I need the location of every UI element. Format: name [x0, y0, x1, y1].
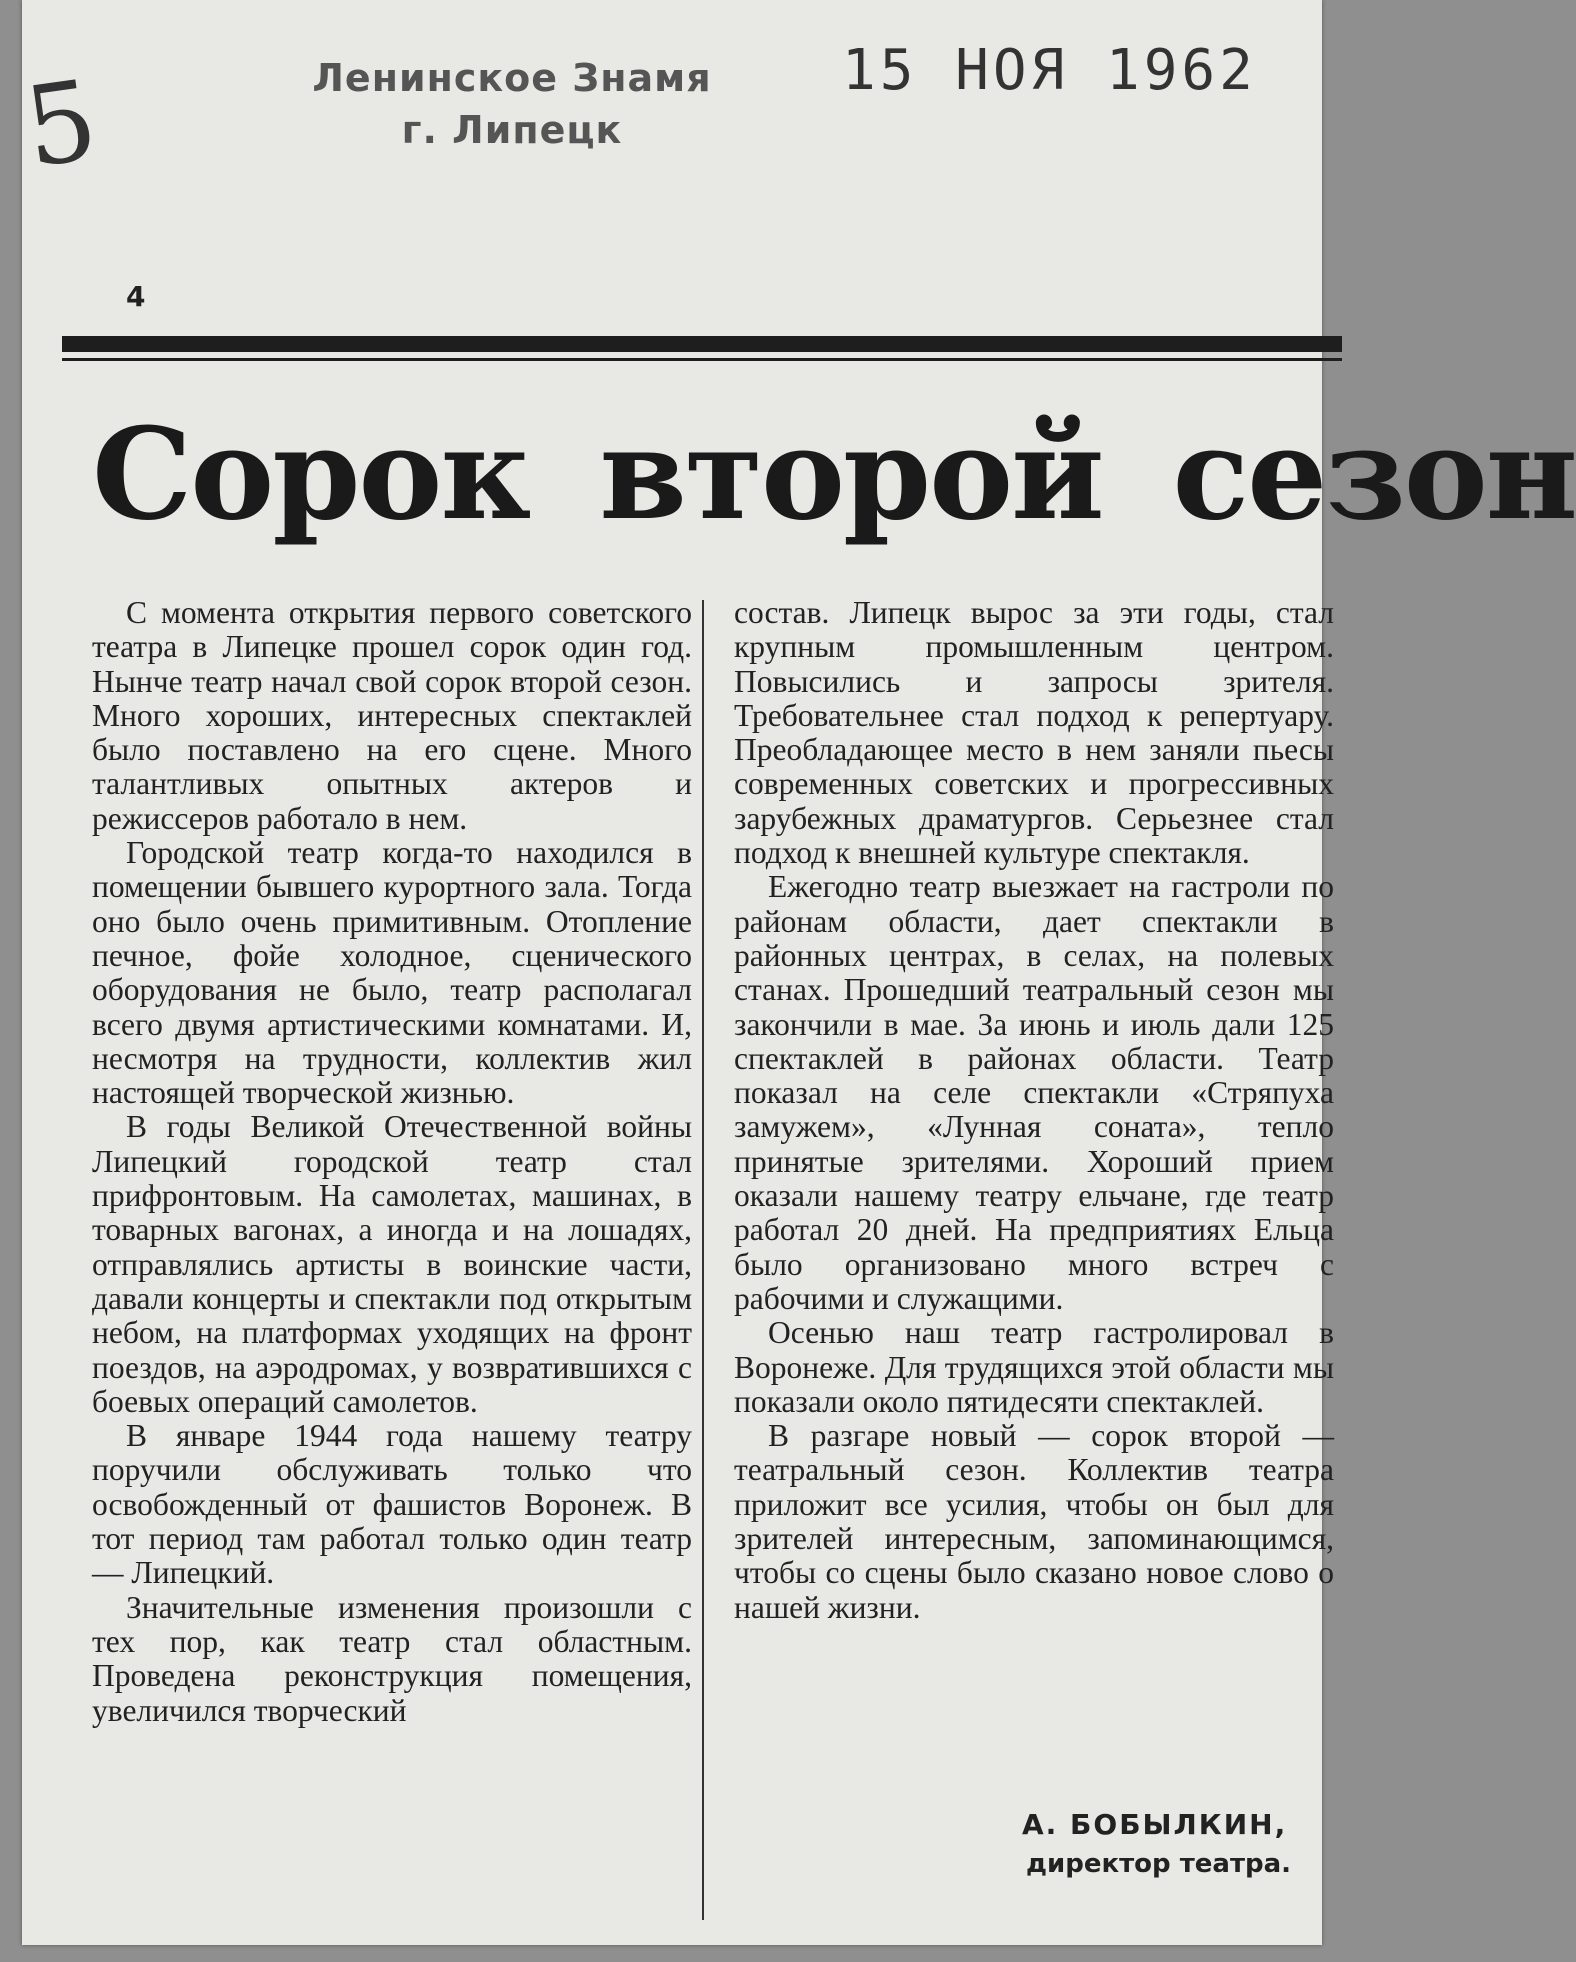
- article-headline: Сорок второй сезон: [92, 400, 1576, 548]
- article-column-left: [92, 596, 692, 1728]
- paragraph: В январе 1944 года нашему театру поручили обслуживать только что освобожденный от фашистов Воронеж. В тот период там работал только один театр — Липецкий.: [92, 1418, 692, 1591]
- page-number: 4: [126, 280, 146, 313]
- paragraph: Значительные изменения произошли с тех пор, как театр стал областным. Проведена реконструкция помещения, увеличился творческий: [92, 1589, 692, 1728]
- article-column-right: [734, 596, 1334, 1625]
- date-stamp: 15 НОЯ 1962: [842, 38, 1257, 103]
- author-title: директор театра.: [1026, 1849, 1292, 1879]
- author-name: А. БОБЫЛКИН,: [1022, 1808, 1288, 1841]
- handwritten-margin-mark: 5: [17, 55, 105, 193]
- paragraph: Ежегодно театр выезжает на гастроли по районам области, дает спектакли в районных центрах, в селах, на полевых станах. Прошедший театральный сезон мы закончили в мае. За июнь и июль дали 125 спектаклей в районах области. Театр показал на селе спектакли «Стряпуха замужем», «Лунная соната», тепло принятые зрителями. Хороший прием оказали нашему театру ельчане, где театр работал 20 дней. На предприятиях Ельца было организовано много встреч с рабочими и служащими.: [734, 869, 1334, 1316]
- newspaper-clipping: [17, 0, 1576, 1945]
- newspaper-source: [252, 52, 772, 156]
- paragraph: Городской театр когда-то находился в помещении бывшего курортного зала. Тогда оно было очень примитивным. Отопление печное, фойе холодное, сценического оборудования не было, театр располагал всего двумя артистическими комнатами. И, несмотря на трудности, коллектив жил настоящей творческой жизнью.: [92, 835, 692, 1111]
- column-divider: [702, 600, 704, 1920]
- paragraph: Осенью наш театр гастролировал в Воронеже. Для трудящихся этой области мы показали около пятидесяти спектаклей.: [734, 1315, 1334, 1419]
- newspaper-city: г. Липецк: [401, 108, 623, 152]
- paragraph: В годы Великой Отечественной войны Липецкий городской театр стал прифронтовым. На самолетах, машинах, в товарных вагонах, а иногда и на лошадях, отправлялись артисты в воинские части, давали концерты и спектакли под открытым небом, на платформах уходящих на фронт поездов, на аэродромах, у возвратившихся с боевых операций самолетов.: [92, 1109, 692, 1419]
- paragraph: состав. Липецк вырос за эти годы, стал крупным промышленным центром. Повысились и запросы зрителя. Требовательнее стал подход к репертуару. Преобладающее место в нем заняли пьесы современных советских и прогрессивных зарубежных драматургов. Серьезнее стал подход к внешней культуре спектакля.: [734, 595, 1334, 871]
- header-rule-thick: [62, 336, 1342, 352]
- paragraph: С момента открытия первого советского театра в Липецке прошел сорок один год. Нынче театр начал свой сорок второй сезон. Много хороших, интересных спектаклей было поставлено на его сцене. Много талантливых опытных актеров и режиссеров работало в нем.: [92, 595, 692, 836]
- newspaper-name: Ленинское Знамя: [312, 56, 712, 100]
- header-rule-thin: [62, 358, 1342, 361]
- author-signature: [1022, 1808, 1322, 1879]
- paragraph: В разгаре новый — сорок второй — театральный сезон. Коллектив театра приложит все усилия, чтобы он был для зрителей интересным, запоминающимся, чтобы со сцены было сказано новое слово о нашей жизни.: [734, 1418, 1334, 1625]
